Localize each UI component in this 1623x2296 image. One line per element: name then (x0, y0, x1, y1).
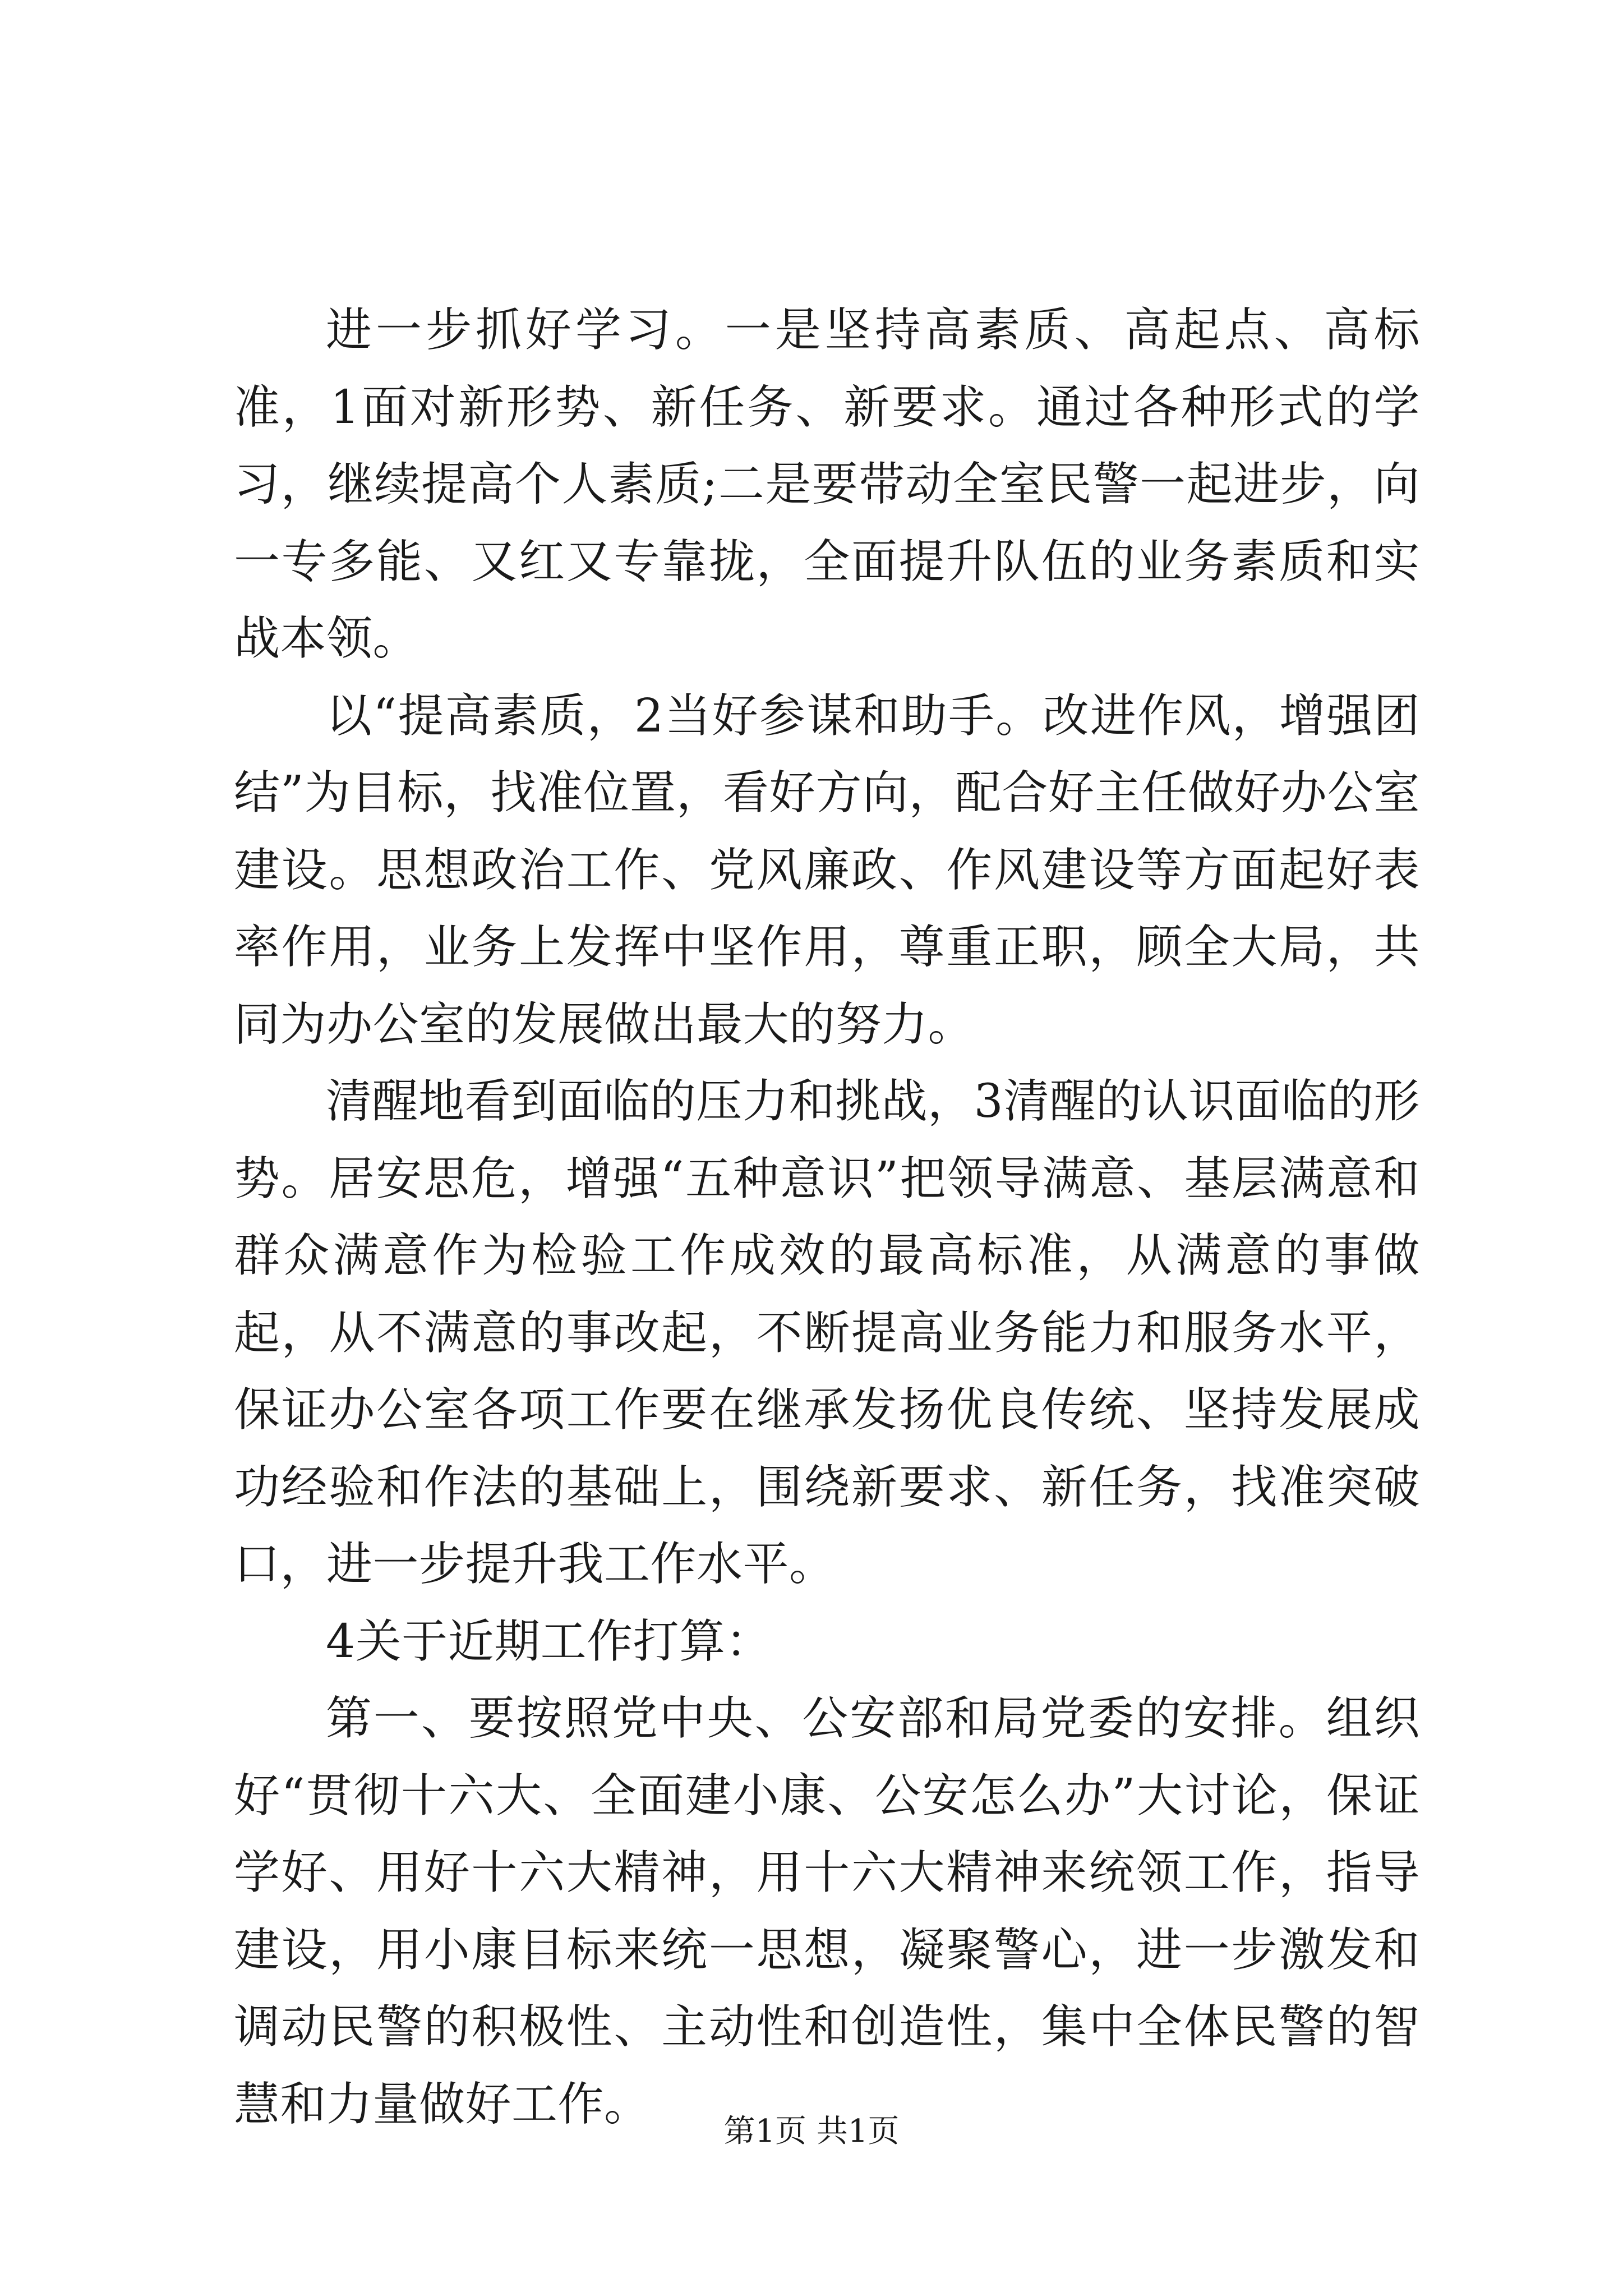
document-body (234, 292, 1420, 2143)
paragraph-advisor: 以“提高素质，2当好参谋和助手。改进作风，增强团结”为目标，找准位置，看好方向，配合好主任做好办公室建设。思想政治工作、党风廉政、作风建设等方面起好表率作用，业务上发挥中坚作用，尊重正职，顾全大局，共同为办公室的发展做出最大的努力。 (234, 689, 1420, 1051)
paragraph-plan-heading: 4关于近期工作打算： (326, 1614, 772, 1668)
paragraph-study: 进一步抓好学习。一是坚持高素质、高起点、高标准，1面对新形势、新任务、新要求。通过各种形式的学习，继续提高个人素质;二是要带动全室民警一起进步，向一专多能、又红又专靠拢，全面提升队伍的业务素质和实战本领。 (234, 303, 1420, 665)
page-footer: 第1页 共1页 (723, 2113, 900, 2150)
paragraph-situation: 清醒地看到面临的压力和挑战，3清醒的认识面临的形势。居安思危，增强“五种意识”把领导满意、基层满意和群众满意作为检验工作成效的最高标准，从满意的事做起，从不满意的事改起，不断提高业务能力和服务水平，保证办公室各项工作要在继承发扬优良传统、坚持发展成功经验和作法的基础上，围绕新要求、新任务，找准突破口，进一步提升我工作水平。 (234, 1075, 1420, 1591)
paragraph-first-item: 第一、要按照党中央、公安部和局党委的安排。组织好“贯彻十六大、全面建小康、公安怎么办”大讨论，保证学好、用好十六大精神，用十六大精神来统领工作，指导建设，用小康目标来统一思想，凝聚警心，进一步激发和调动民警的积极性、主动性和创造性，集中全体民警的智慧和力量做好工作。 (234, 1692, 1420, 2131)
